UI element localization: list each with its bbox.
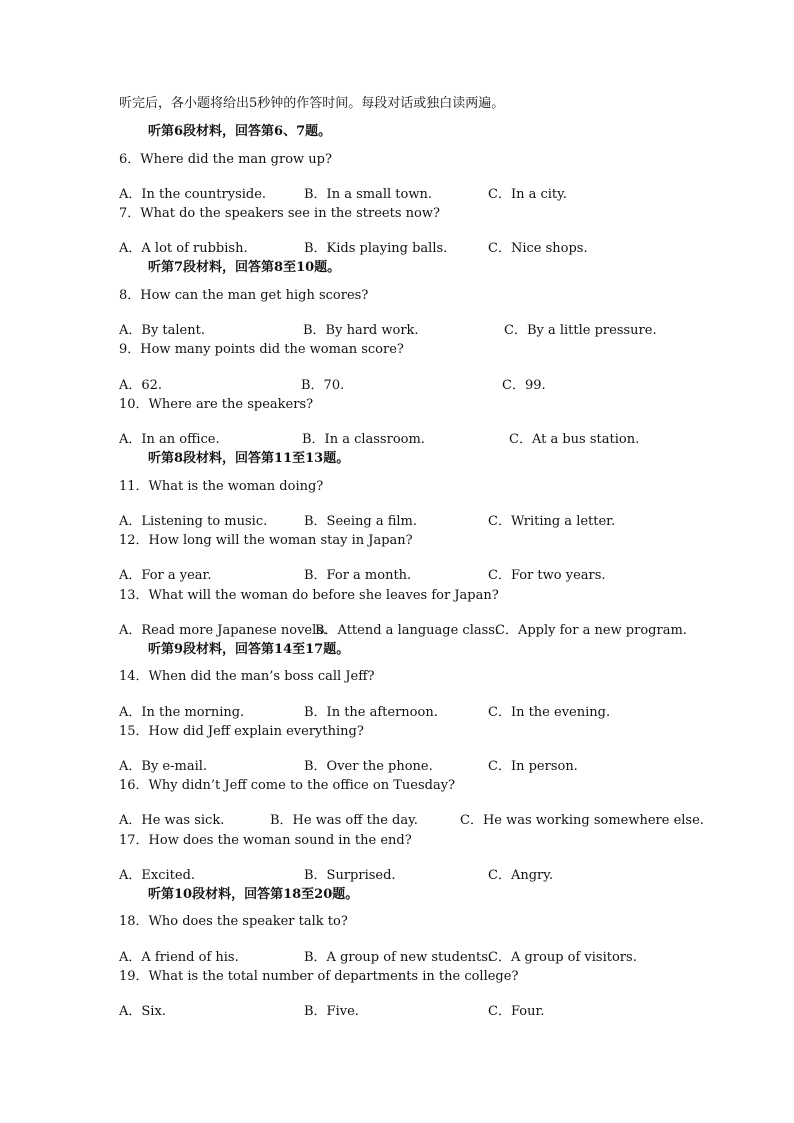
question-text: 7．What do the speakers see in the streets now? [119, 206, 440, 221]
option-c: C．A group of visitors. [488, 950, 637, 965]
section-heading: 听第6段材料，回答第6、7题。 [148, 124, 332, 139]
option-a: A．In the countryside. [119, 187, 267, 202]
option-c: C．Nice shops. [488, 241, 588, 256]
option-b: B．Kids playing balls. [304, 241, 448, 256]
question-text: 18．Who does the speaker talk to? [119, 914, 348, 929]
option-a: A．A lot of rubbish. [119, 241, 248, 256]
option-c: C．For two years. [488, 568, 606, 583]
option-a: A．Six. [119, 1004, 166, 1019]
option-b: B．Five. [304, 1004, 359, 1019]
option-a: A．By talent. [119, 323, 205, 338]
option-a: A．Excited. [119, 868, 196, 883]
question-text: 15．How did Jeff explain everything? [119, 724, 364, 739]
option-b: B．Seeing a film. [304, 514, 418, 529]
question-text: 14．When did the man’s boss call Jeff? [119, 669, 375, 684]
option-a: A．He was sick. [119, 813, 225, 828]
section-heading: 听第7段材料，回答第8至10题。 [148, 260, 341, 275]
question-text: 16．Why didn’t Jeff come to the office on Tuesday? [119, 778, 456, 793]
question-text: 19．What is the total number of departments in the college? [119, 969, 519, 984]
option-b: B．Over the phone. [304, 759, 433, 774]
question-text: 13．What will the woman do before she leaves for Japan? [119, 588, 499, 603]
option-a: A．By e-mail. [119, 759, 208, 774]
option-c: C．He was working somewhere else. [460, 813, 704, 828]
option-c: C．At a bus station. [509, 432, 640, 447]
option-b: B．70. [301, 378, 345, 393]
option-c: C．99. [502, 378, 546, 393]
option-a: A．In the morning. [119, 705, 245, 720]
question-text: 17．How does the woman sound in the end? [119, 833, 412, 848]
option-c: C．Apply for a new program. [495, 623, 687, 638]
option-c: C．Four. [488, 1004, 545, 1019]
question-text: 9．How many points did the woman score? [119, 342, 404, 357]
option-c: C．In a city. [488, 187, 567, 202]
option-b: B．In a small town. [304, 187, 432, 202]
intro-text: 听完后，各小题将给出5秒钟的作答时间。每段对话或独白读两遍。 [119, 96, 505, 111]
option-c: C．Writing a letter. [488, 514, 616, 529]
option-a: A．62. [119, 378, 163, 393]
option-a: A．For a year. [119, 568, 212, 583]
option-c: C．In person. [488, 759, 578, 774]
question-text: 12．How long will the woman stay in Japan? [119, 533, 413, 548]
question-text: 11．What is the woman doing? [119, 479, 324, 494]
option-a: A．A friend of his. [119, 950, 239, 965]
option-b: B．For a month. [304, 568, 412, 583]
option-a: A．In an office. [119, 432, 220, 447]
option-b: B．In the afternoon. [304, 705, 438, 720]
section-heading: 听第8段材料，回答第11至13题。 [148, 451, 350, 466]
option-b: B．Attend a language class. [315, 623, 500, 638]
option-b: B．Surprised. [304, 868, 396, 883]
option-b: B．A group of new students. [304, 950, 493, 965]
question-text: 8．How can the man get high scores? [119, 288, 369, 303]
section-heading: 听第9段材料，回答第14至17题。 [148, 642, 350, 657]
option-b: B．In a classroom. [302, 432, 425, 447]
option-c: C．Angry. [488, 868, 553, 883]
option-b: B．He was off the day. [270, 813, 418, 828]
option-c: C．By a little pressure. [504, 323, 657, 338]
option-a: A．Read more Japanese novels. [119, 623, 328, 638]
option-a: A．Listening to music. [119, 514, 268, 529]
question-text: 10．Where are the speakers? [119, 397, 314, 412]
question-text: 6．Where did the man grow up? [119, 152, 332, 167]
section-heading: 听第10段材料，回答第18至20题。 [148, 887, 359, 902]
option-b: B．By hard work. [303, 323, 419, 338]
option-c: C．In the evening. [488, 705, 611, 720]
